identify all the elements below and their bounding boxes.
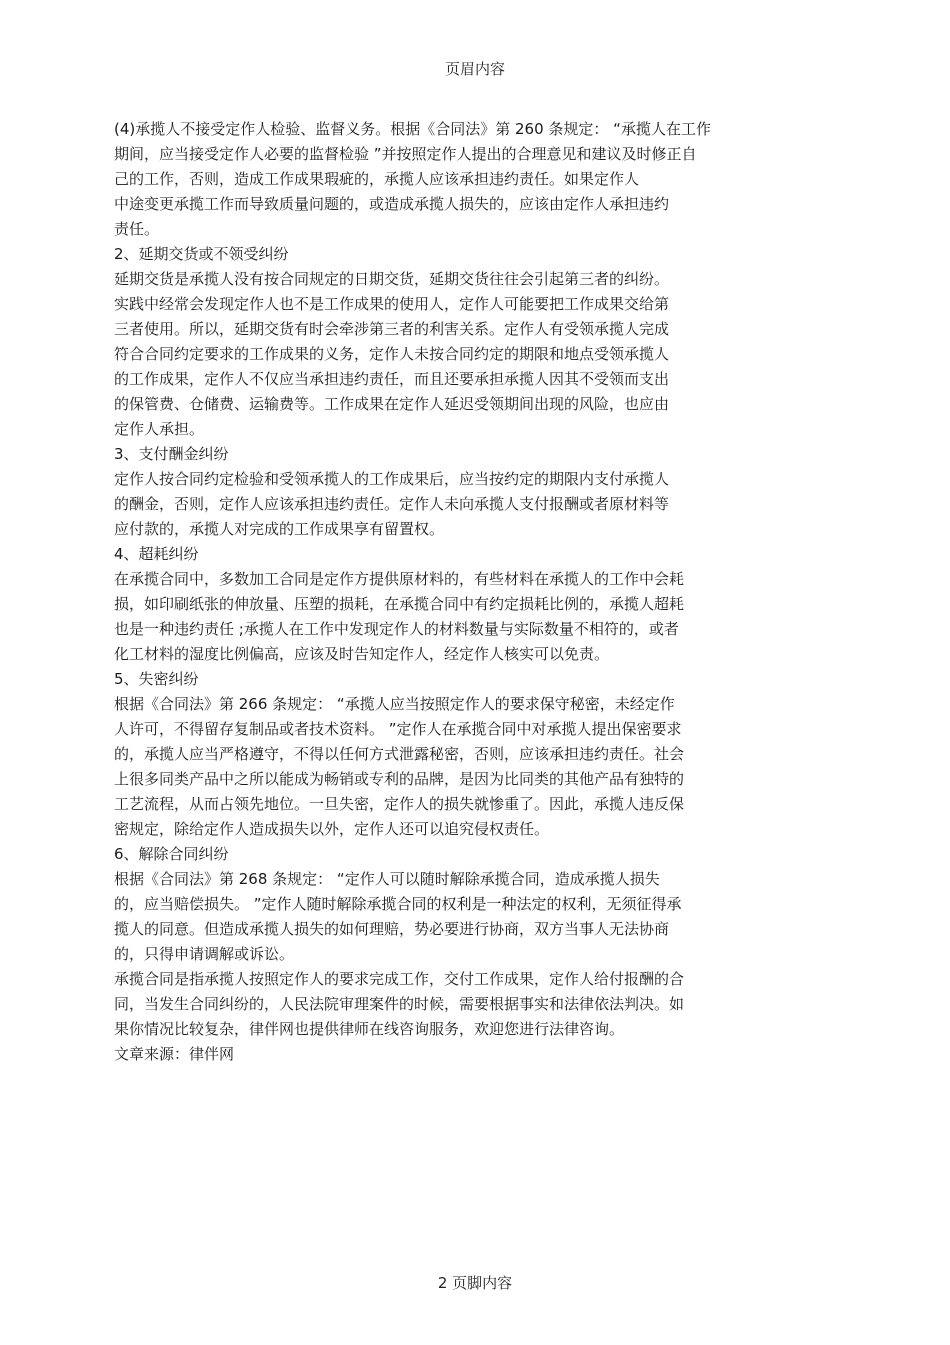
text-line: 根据《合同法》第 268 条规定： “定作人可以随时解除承揽合同，造成承揽人损失: [114, 870, 660, 888]
text-line: 人许可，不得留存复制品或者技术资料。 ”定作人在承揽合同中对承揽人提出保密要求: [114, 720, 682, 738]
paragraph: [114, 267, 834, 442]
text-line: 符合合同约定要求的工作成果的义务，定作人未按合同约定的期限和地点受领承揽人: [114, 345, 670, 363]
text-line: 揽人的同意。但造成承揽人损失的如何理赔，势必要进行协商，双方当事人无法协商: [114, 920, 670, 938]
section-heading: [114, 842, 834, 867]
text-line: (4)承揽人不接受定作人检验、监督义务。根据《合同法》第 260 条规定： “承揽人在工作: [114, 120, 711, 138]
text-line: 化工材料的湿度比例偏高，应该及时告知定作人，经定作人核实可以免责。: [114, 645, 610, 663]
paragraph: [114, 867, 834, 967]
text-line: 的保管费、仓储费、运输费等。工作成果在定作人延迟受领期间出现的风险，也应由: [114, 395, 670, 413]
text-line: 三者使用。所以，延期交货有时会牵涉第三者的利害关系。定作人有受领承揽人完成: [114, 320, 670, 338]
heading-text: 2、延期交货或不领受纠纷: [114, 245, 289, 263]
paragraph: [114, 117, 834, 242]
text-line: 果你情况比较复杂，律伴网也提供律师在线咨询服务，欢迎您进行法律咨询。: [114, 1020, 625, 1038]
section-heading: [114, 242, 834, 267]
section-heading: [114, 542, 834, 567]
heading-text: 3、支付酬金纠纷: [114, 445, 229, 463]
text-line: 同，当发生合同纠纷的，人民法院审理案件的时候，需要根据事实和法律依法判决。如: [114, 995, 685, 1013]
text-line: 的工作成果，定作人不仅应当承担违约责任，而且还要承担承揽人因其不受领而支出: [114, 370, 670, 388]
paragraph: [114, 1042, 834, 1067]
text-line: 延期交货是承揽人没有按合同规定的日期交货，延期交货往往会引起第三者的纠纷。: [114, 270, 670, 288]
text-line: 定作人承担。: [114, 420, 205, 438]
paragraph: [114, 467, 834, 542]
text-line: 中途变更承揽工作而导致质量问题的，或造成承揽人损失的，应该由定作人承担违约: [114, 195, 670, 213]
text-line: 也是一种违约责任 ;承揽人在工作中发现定作人的材料数量与实际数量不相符的，或者: [114, 620, 679, 638]
text-line: 上很多同类产品中之所以能成为畅销或专利的品牌，是因为比同类的其他产品有独特的: [114, 770, 685, 788]
section-heading: [114, 667, 834, 692]
document-body: [114, 117, 834, 1067]
heading-text: 6、解除合同纠纷: [114, 845, 229, 863]
text-line: 期间，应当接受定作人必要的监督检验 ”并按照定作人提出的合理意见和建议及时修正自: [114, 145, 697, 163]
text-line: 损，如印刷纸张的伸放量、压塑的损耗，在承揽合同中有约定损耗比例的，承揽人超耗: [114, 595, 685, 613]
text-line: 根据《合同法》第 266 条规定： “承揽人应当按照定作人的要求保守秘密，未经定作: [114, 695, 675, 713]
text-line: 承揽合同是指承揽人按照定作人的要求完成工作，交付工作成果，定作人给付报酬的合: [114, 970, 685, 988]
page-footer: 2 页脚内容: [437, 1274, 513, 1292]
text-line: 的，只得申请调解或诉讼。: [114, 945, 295, 963]
text-line: 应付款的，承揽人对完成的工作成果享有留置权。: [114, 520, 445, 538]
text-line: 密规定，除给定作人造成损失以外，定作人还可以追究侵权责任。: [114, 820, 550, 838]
text-line: 在承揽合同中，多数加工合同是定作方提供原材料的，有些材料在承揽人的工作中会耗: [114, 570, 685, 588]
text-line: 定作人按合同约定检验和受领承揽人的工作成果后，应当按约定的期限内支付承揽人: [114, 470, 670, 488]
paragraph: [114, 567, 834, 667]
heading-text: 4、超耗纠纷: [114, 545, 199, 563]
paragraph: [114, 692, 834, 842]
text-line: 文章来源：律伴网: [114, 1045, 235, 1063]
text-line: 的，承揽人应当严格遵守，不得以任何方式泄露秘密，否则，应该承担违约责任。社会: [114, 745, 685, 763]
page-header: 页眉内容: [444, 60, 505, 78]
text-line: 工艺流程，从而占领先地位。一旦失密，定作人的损失就惨重了。因此，承揽人违反保: [114, 795, 685, 813]
text-line: 实践中经常会发现定作人也不是工作成果的使用人，定作人可能要把工作成果交给第: [114, 295, 670, 313]
text-line: 责任。: [114, 220, 160, 238]
text-line: 的酬金，否则，定作人应该承担违约责任。定作人未向承揽人支付报酬或者原材料等: [114, 495, 670, 513]
heading-text: 5、失密纠纷: [114, 670, 199, 688]
section-heading: [114, 442, 834, 467]
text-line: 的，应当赔偿损失。 ”定作人随时解除承揽合同的权利是一种法定的权利，无须征得承: [114, 895, 682, 913]
text-line: 己的工作，否则，造成工作成果瑕疵的，承揽人应该承担违约责任。如果定作人: [114, 170, 640, 188]
paragraph: [114, 967, 834, 1042]
